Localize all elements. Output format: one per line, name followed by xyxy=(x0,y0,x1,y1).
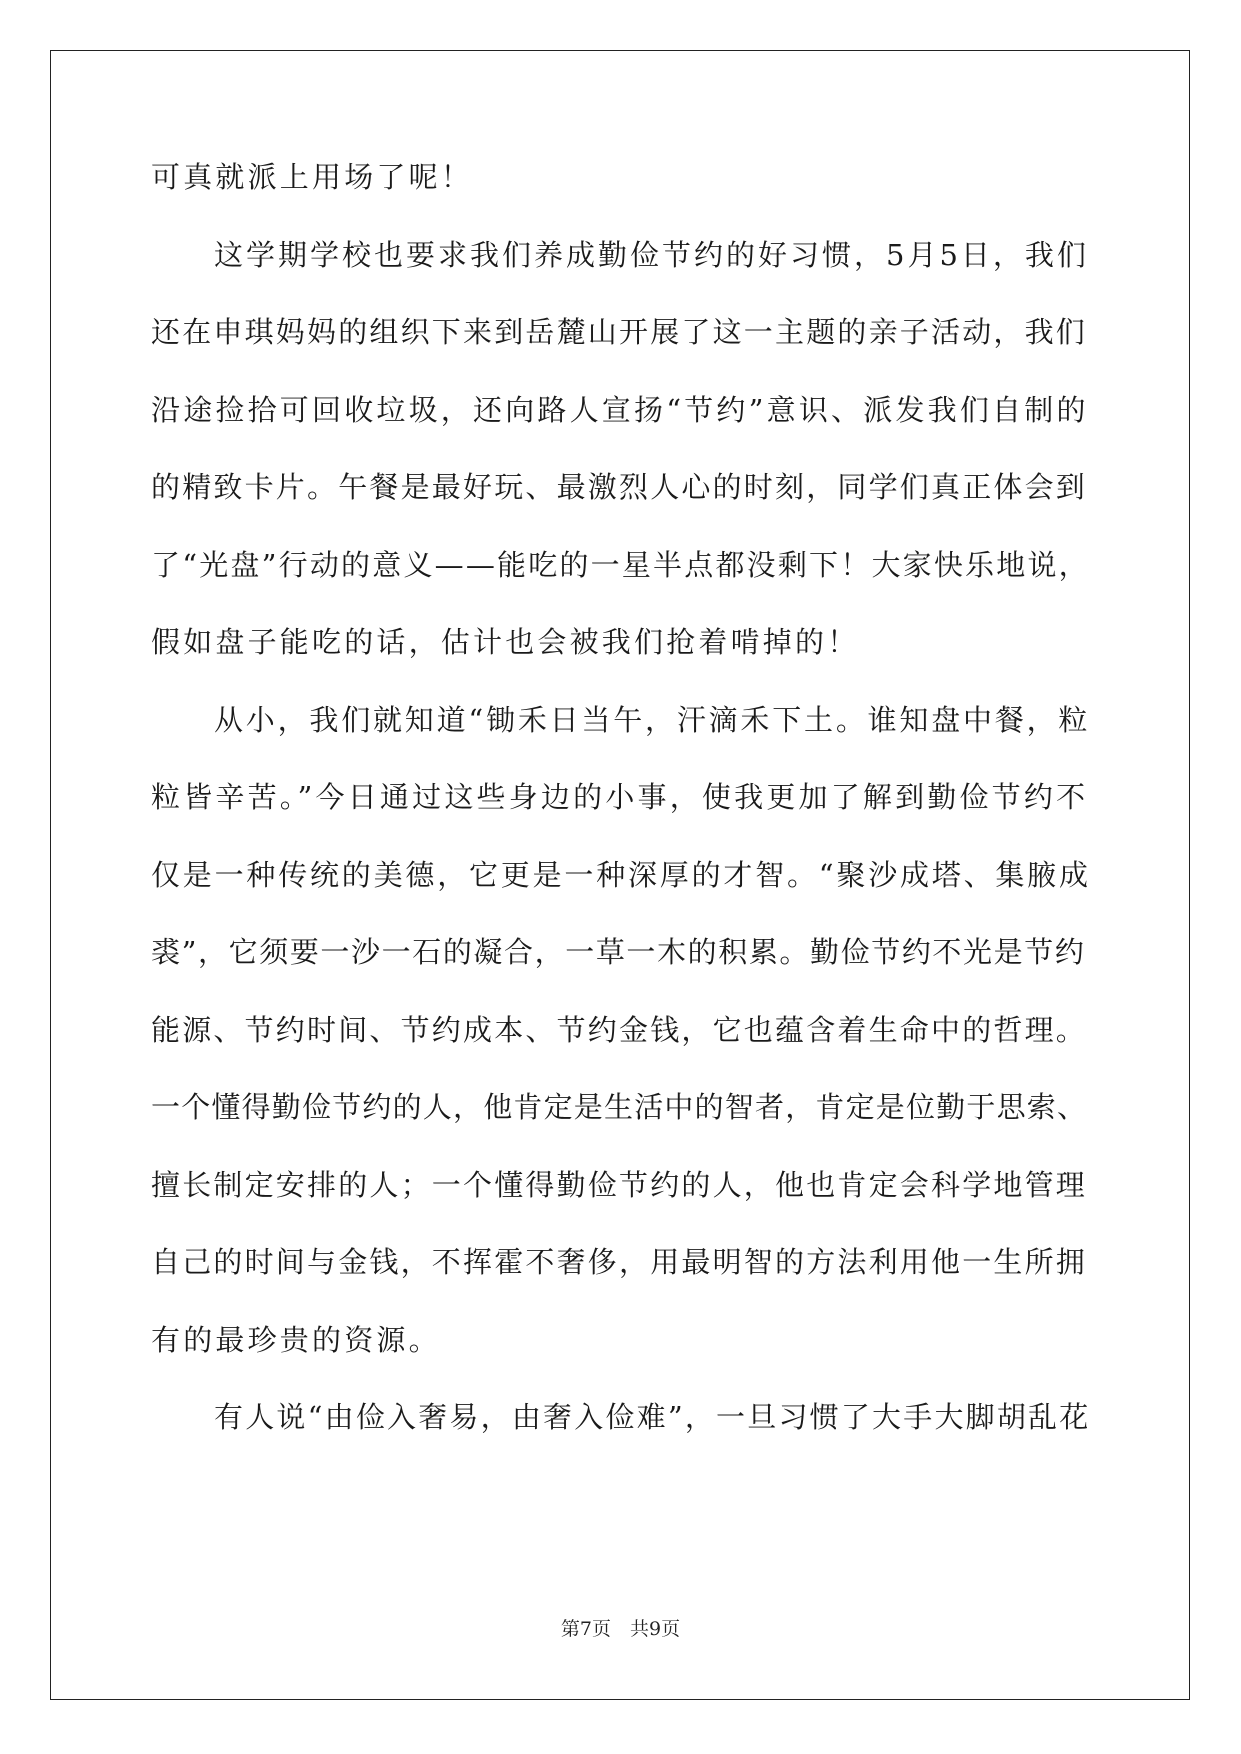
text-line: 假如盘子能吃的话，估计也会被我们抢着啃掉的！ xyxy=(151,625,860,659)
text-line: 一个懂得勤俭节约的人，他肯定是生活中的智者，肯定是位勤于思索、 xyxy=(151,1090,1088,1124)
text-line: 自己的时间与金钱，不挥霍不奢侈，用最明智的方法利用他一生所拥 xyxy=(151,1245,1088,1279)
text-line: 沿途捡拾可回收垃圾，还向路人宣扬“节约”意识、派发我们自制的 xyxy=(151,392,1089,427)
text-line: 还在申琪妈妈的组织下来到岳麓山开展了这一主题的亲子活动，我们 xyxy=(151,315,1088,349)
text-line: 能源、节约时间、节约成本、节约金钱，它也蕴含着生命中的哲理。 xyxy=(151,1012,1088,1047)
text-line: 仅是一种传统的美德，它更是一种深厚的才智。“聚沙成塔、集腋成 xyxy=(151,857,1091,892)
text-line: 从小，我们就知道“锄禾日当午，汗滴禾下土。谁知盘中餐，粒 xyxy=(214,702,1091,737)
text-line: 擅长制定安排的人；一个懂得勤俭节约的人，他也肯定会科学地管理 xyxy=(151,1167,1088,1202)
text-line: 的精致卡片。午餐是最好玩、最激烈人心的时刻，同学们真正体会到 xyxy=(151,470,1088,504)
text-line: 裘”，它须要一沙一石的凝合，一草一木的积累。勤俭节约不光是节约 xyxy=(151,935,1086,969)
text-line: 粒皆辛苦。”今日通过这些身边的小事，使我更加了解到勤俭节约不 xyxy=(151,780,1089,814)
text-line: 可真就派上用场了呢！ xyxy=(151,160,474,194)
page-number-footer: 第7页 共9页 xyxy=(560,1618,681,1640)
document-body xyxy=(151,162,1091,1480)
text-line: 有的最珍贵的资源。 xyxy=(151,1322,441,1357)
text-line: 了“光盘”行动的意义——能吃的一星半点都没剩下！大家快乐地说， xyxy=(151,547,1090,582)
text-line: 有人说“由俭入奢易，由奢入俭难”，一旦习惯了大手大脚胡乱花 xyxy=(214,1400,1091,1434)
text-line: 这学期学校也要求我们养成勤俭节约的好习惯，5月5日，我们 xyxy=(214,237,1089,272)
